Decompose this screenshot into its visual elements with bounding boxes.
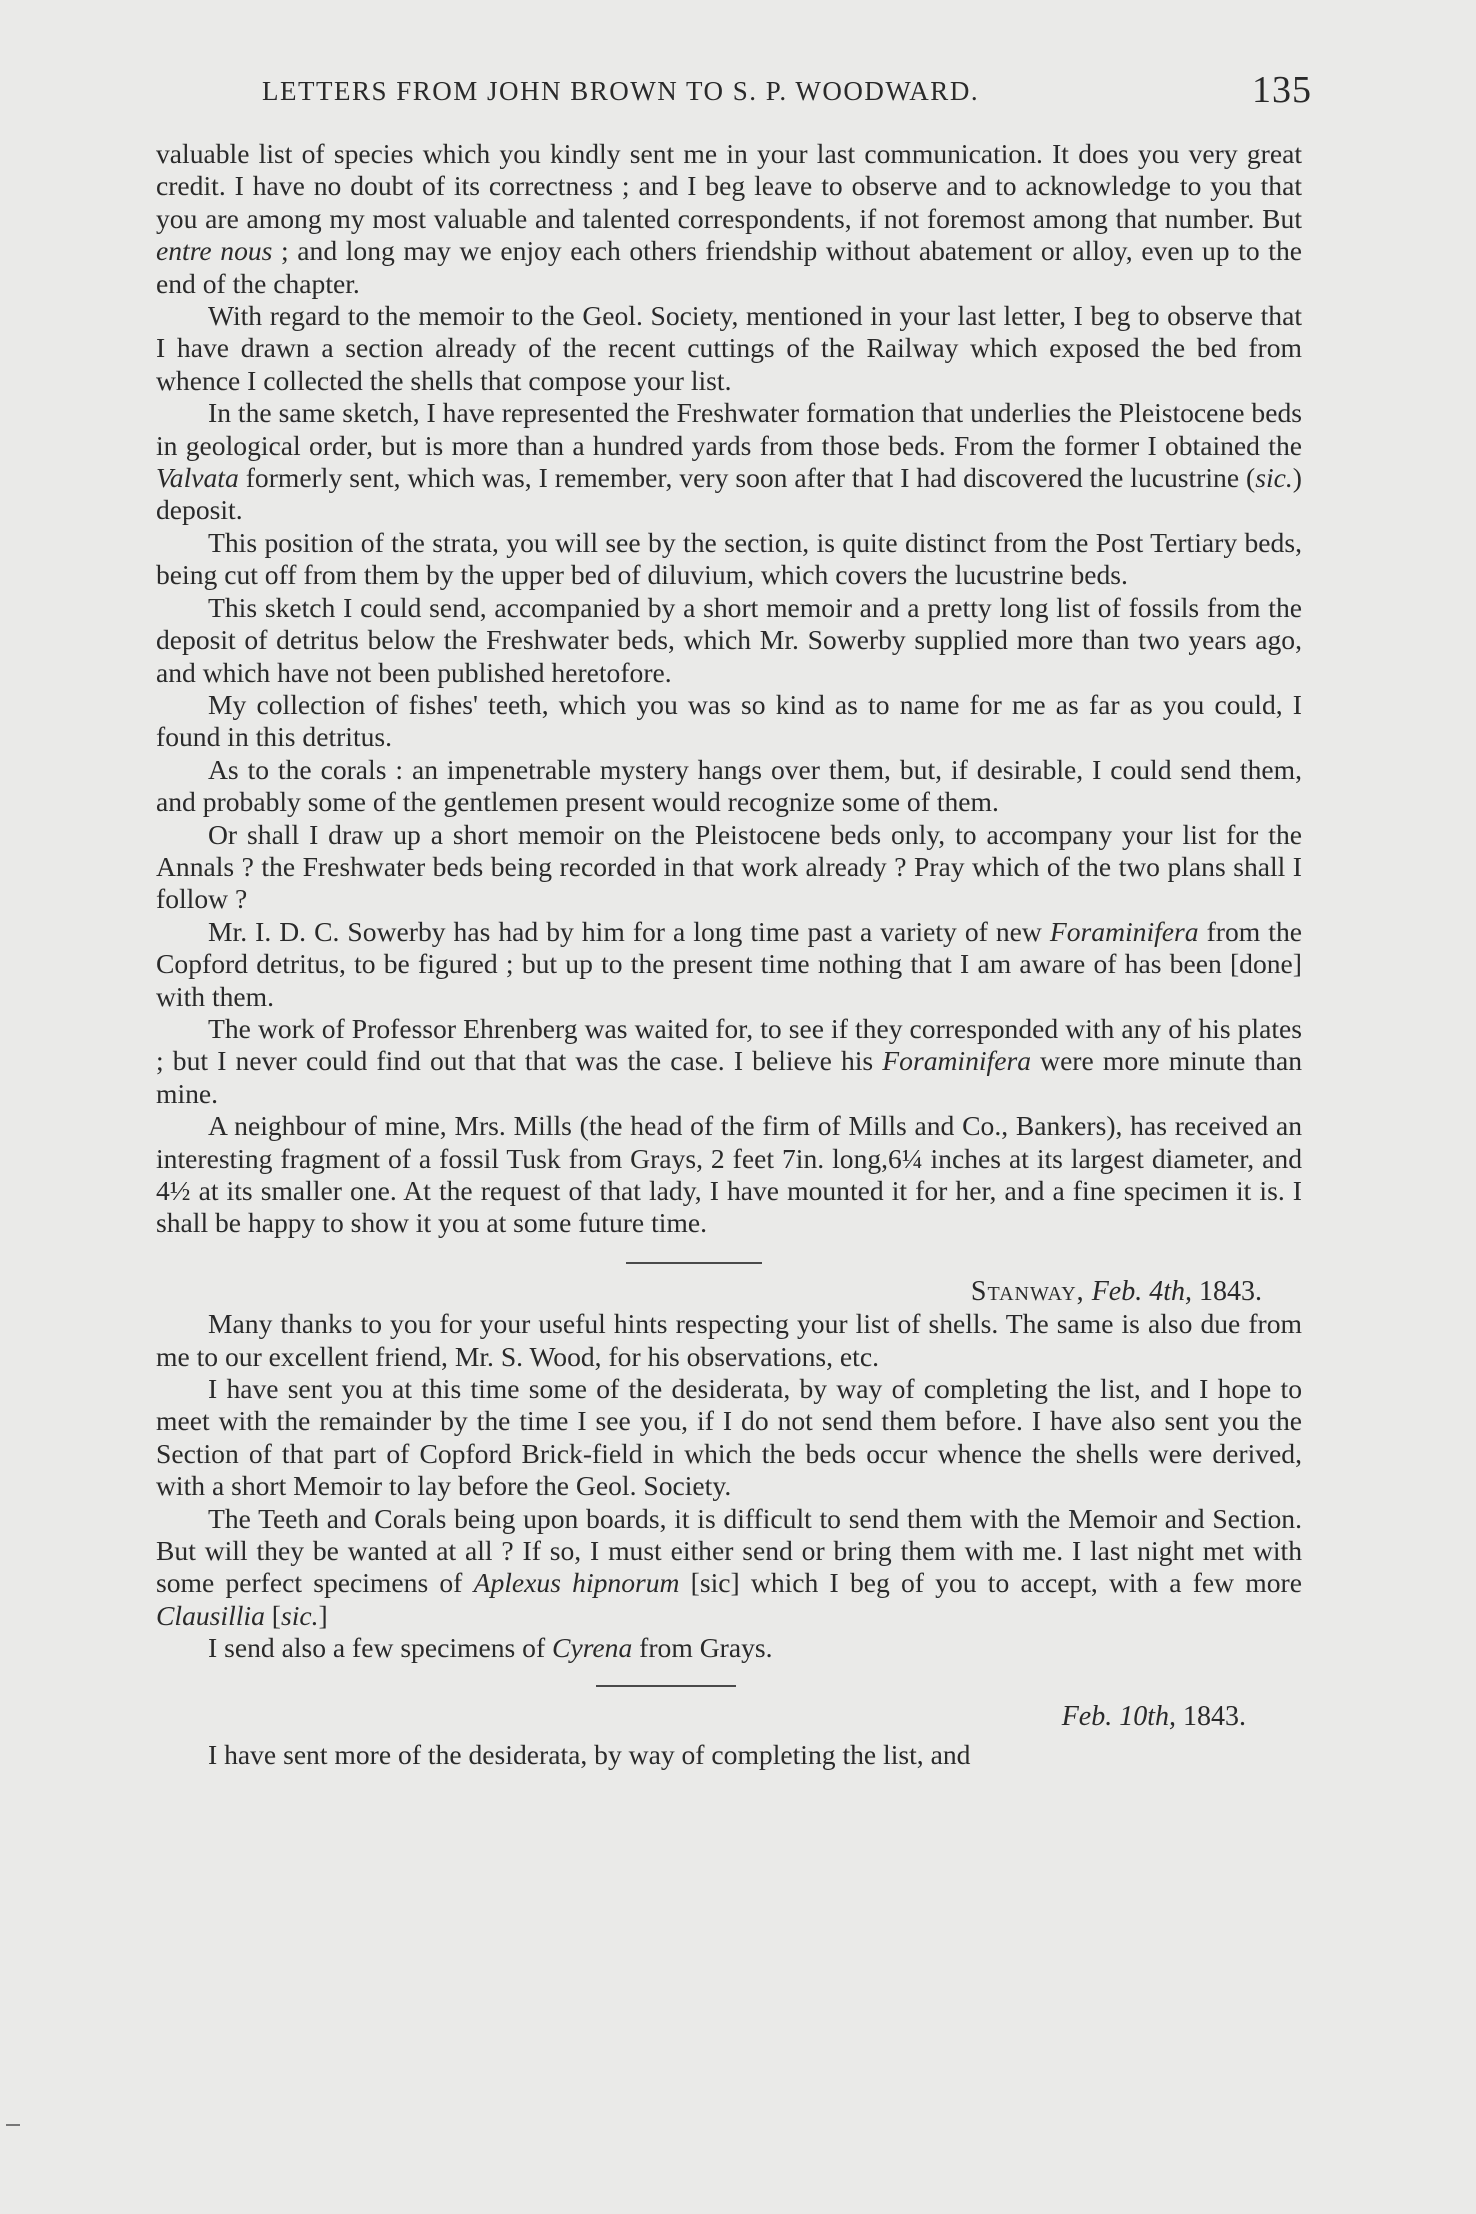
section-divider	[596, 1685, 736, 1687]
paragraph: With regard to the memoir to the Geol. Society, mentioned in your last letter, I beg to observe that I have drawn a section already of the recent cuttings of the Railway which exposed the bed from whence I collected the shells that compose your list.	[156, 300, 1302, 396]
italic-term: Valvata	[156, 462, 239, 494]
dateline-year: 1843.	[1183, 1700, 1246, 1732]
italic-term: Foraminifera	[882, 1045, 1031, 1077]
dateline-place: Stanway,	[970, 1275, 1085, 1307]
section-divider	[626, 1262, 762, 1264]
dateline-date: Feb. 4th,	[1091, 1275, 1192, 1307]
paragraph: This sketch I could send, accompanied by a short memoir and a pretty long list of fossils from the deposit of detritus below the Freshwater beds, which Mr. Sowerby supplied more than two years ago, and which have not been published heretofore.	[156, 591, 1302, 688]
italic-term: Aplexus hipnorum	[473, 1567, 680, 1599]
paragraph: valuable list of species which you kindly sent me in your last communication. It does you very great credit. I have no doubt of its correctness ; and I beg leave to observe and to acknowledge to you that you are among my most valuable and talented correspondents, if not foremost among that number. But entre nous ; and long may we enjoy each others friendship without abatement or alloy, even up to the end of the chapter.	[156, 138, 1302, 299]
italic-term: Foraminifera	[1049, 915, 1199, 947]
paragraph: My collection of fishes' teeth, which you was so kind as to name for me as far as you could, I found in this detritus.	[156, 688, 1302, 753]
margin-mark	[6, 2124, 20, 2126]
paragraph: I have sent more of the desiderata, by way of completing the list, and	[208, 1739, 971, 1771]
italic-term: sic.	[280, 1599, 319, 1631]
italic-term: sic.	[1255, 462, 1293, 494]
paragraph: The Teeth and Corals being upon boards, it is difficult to send them with the Memoir and Section. But will they be wanted at all ? If so, I must either send or bring them with me. I last night met with some perfect specimens of Aplexus hipnorum [sic] which I beg of you to accept, with a few more Clausillia [sic.]	[156, 1502, 1302, 1631]
paragraph: This position of the strata, you will see by the section, is quite distinct from the Post Tertiary beds, being cut off from them by the upper bed of diluvium, which covers the lucustrine beds.	[156, 526, 1302, 591]
italic-term: entre nous	[156, 235, 273, 267]
dateline-date: Feb. 10th,	[1061, 1700, 1176, 1732]
paragraph: The work of Professor Ehrenberg was waited for, to see if they corresponded with any of his plates ; but I never could find out that that was the case. I believe his Foraminifera were more minute than mine.	[156, 1012, 1303, 1109]
running-head	[262, 69, 1312, 122]
paragraph: I have sent you at this time some of the desiderata, by way of completing the list, and I hope to meet with the remainder by the time I see you, if I do not send them before. I have also sent you the Section of that part of Copford Brick-field in which the beds occur whence the shells were derived, with a short Memoir to lay before the Geol. Society.	[156, 1373, 1302, 1502]
paragraph: Mr. I. D. C. Sowerby has had by him for a long time past a variety of new Foraminifera from the Copford detritus, to be figured ; but up to the present time nothing that I am aware of has been [done] with them.	[156, 915, 1302, 1012]
paragraph: Many thanks to you for your useful hints respecting your list of shells. The same is also due from me to our excellent friend, Mr. S. Wood, for his observations, etc.	[156, 1308, 1302, 1372]
paragraph: A neighbour of mine, Mrs. Mills (the head of the firm of Mills and Co., Bankers), has received an interesting fragment of a fossil Tusk from Grays, 2 feet 7in. long,6¼ inches at its largest diameter, and 4½ at its smaller one. At the request of that lady, I have mounted it for her, and a fine specimen it is. I shall be happy to show it you at some future time.	[156, 1110, 1302, 1239]
dateline	[156, 1276, 1262, 1308]
italic-term: Cyrena	[552, 1632, 633, 1664]
paragraph: I send also a few specimens of Cyrena from Grays.	[208, 1632, 773, 1664]
paragraph: In the same sketch, I have represented the Freshwater formation that underlies the Pleistocene beds in geological order, but is more than a hundred yards from those beds. From the former I obtained the Valvata formerly sent, which was, I remember, very soon after that I had discovered the lucustrine (sic.) deposit.	[156, 397, 1302, 526]
italic-term: Clausillia	[156, 1599, 265, 1631]
running-head-title: LETTERS FROM JOHN BROWN TO S. P. WOODWARD.	[262, 76, 980, 106]
dateline	[156, 1701, 1246, 1733]
body-text	[156, 138, 1302, 1772]
page-number: 135	[1252, 69, 1312, 111]
dateline-year: 1843.	[1199, 1275, 1262, 1307]
paragraph: Or shall I draw up a short memoir on the Pleistocene beds only, to accompany your list for the Annals ? the Freshwater beds being recorded in that work already ? Pray which of the two plans shall I follow ?	[156, 818, 1302, 915]
paragraph: As to the corals : an impenetrable mystery hangs over them, but, if desirable, I could send them, and probably some of the gentlemen present would recognize some of them.	[156, 753, 1302, 818]
